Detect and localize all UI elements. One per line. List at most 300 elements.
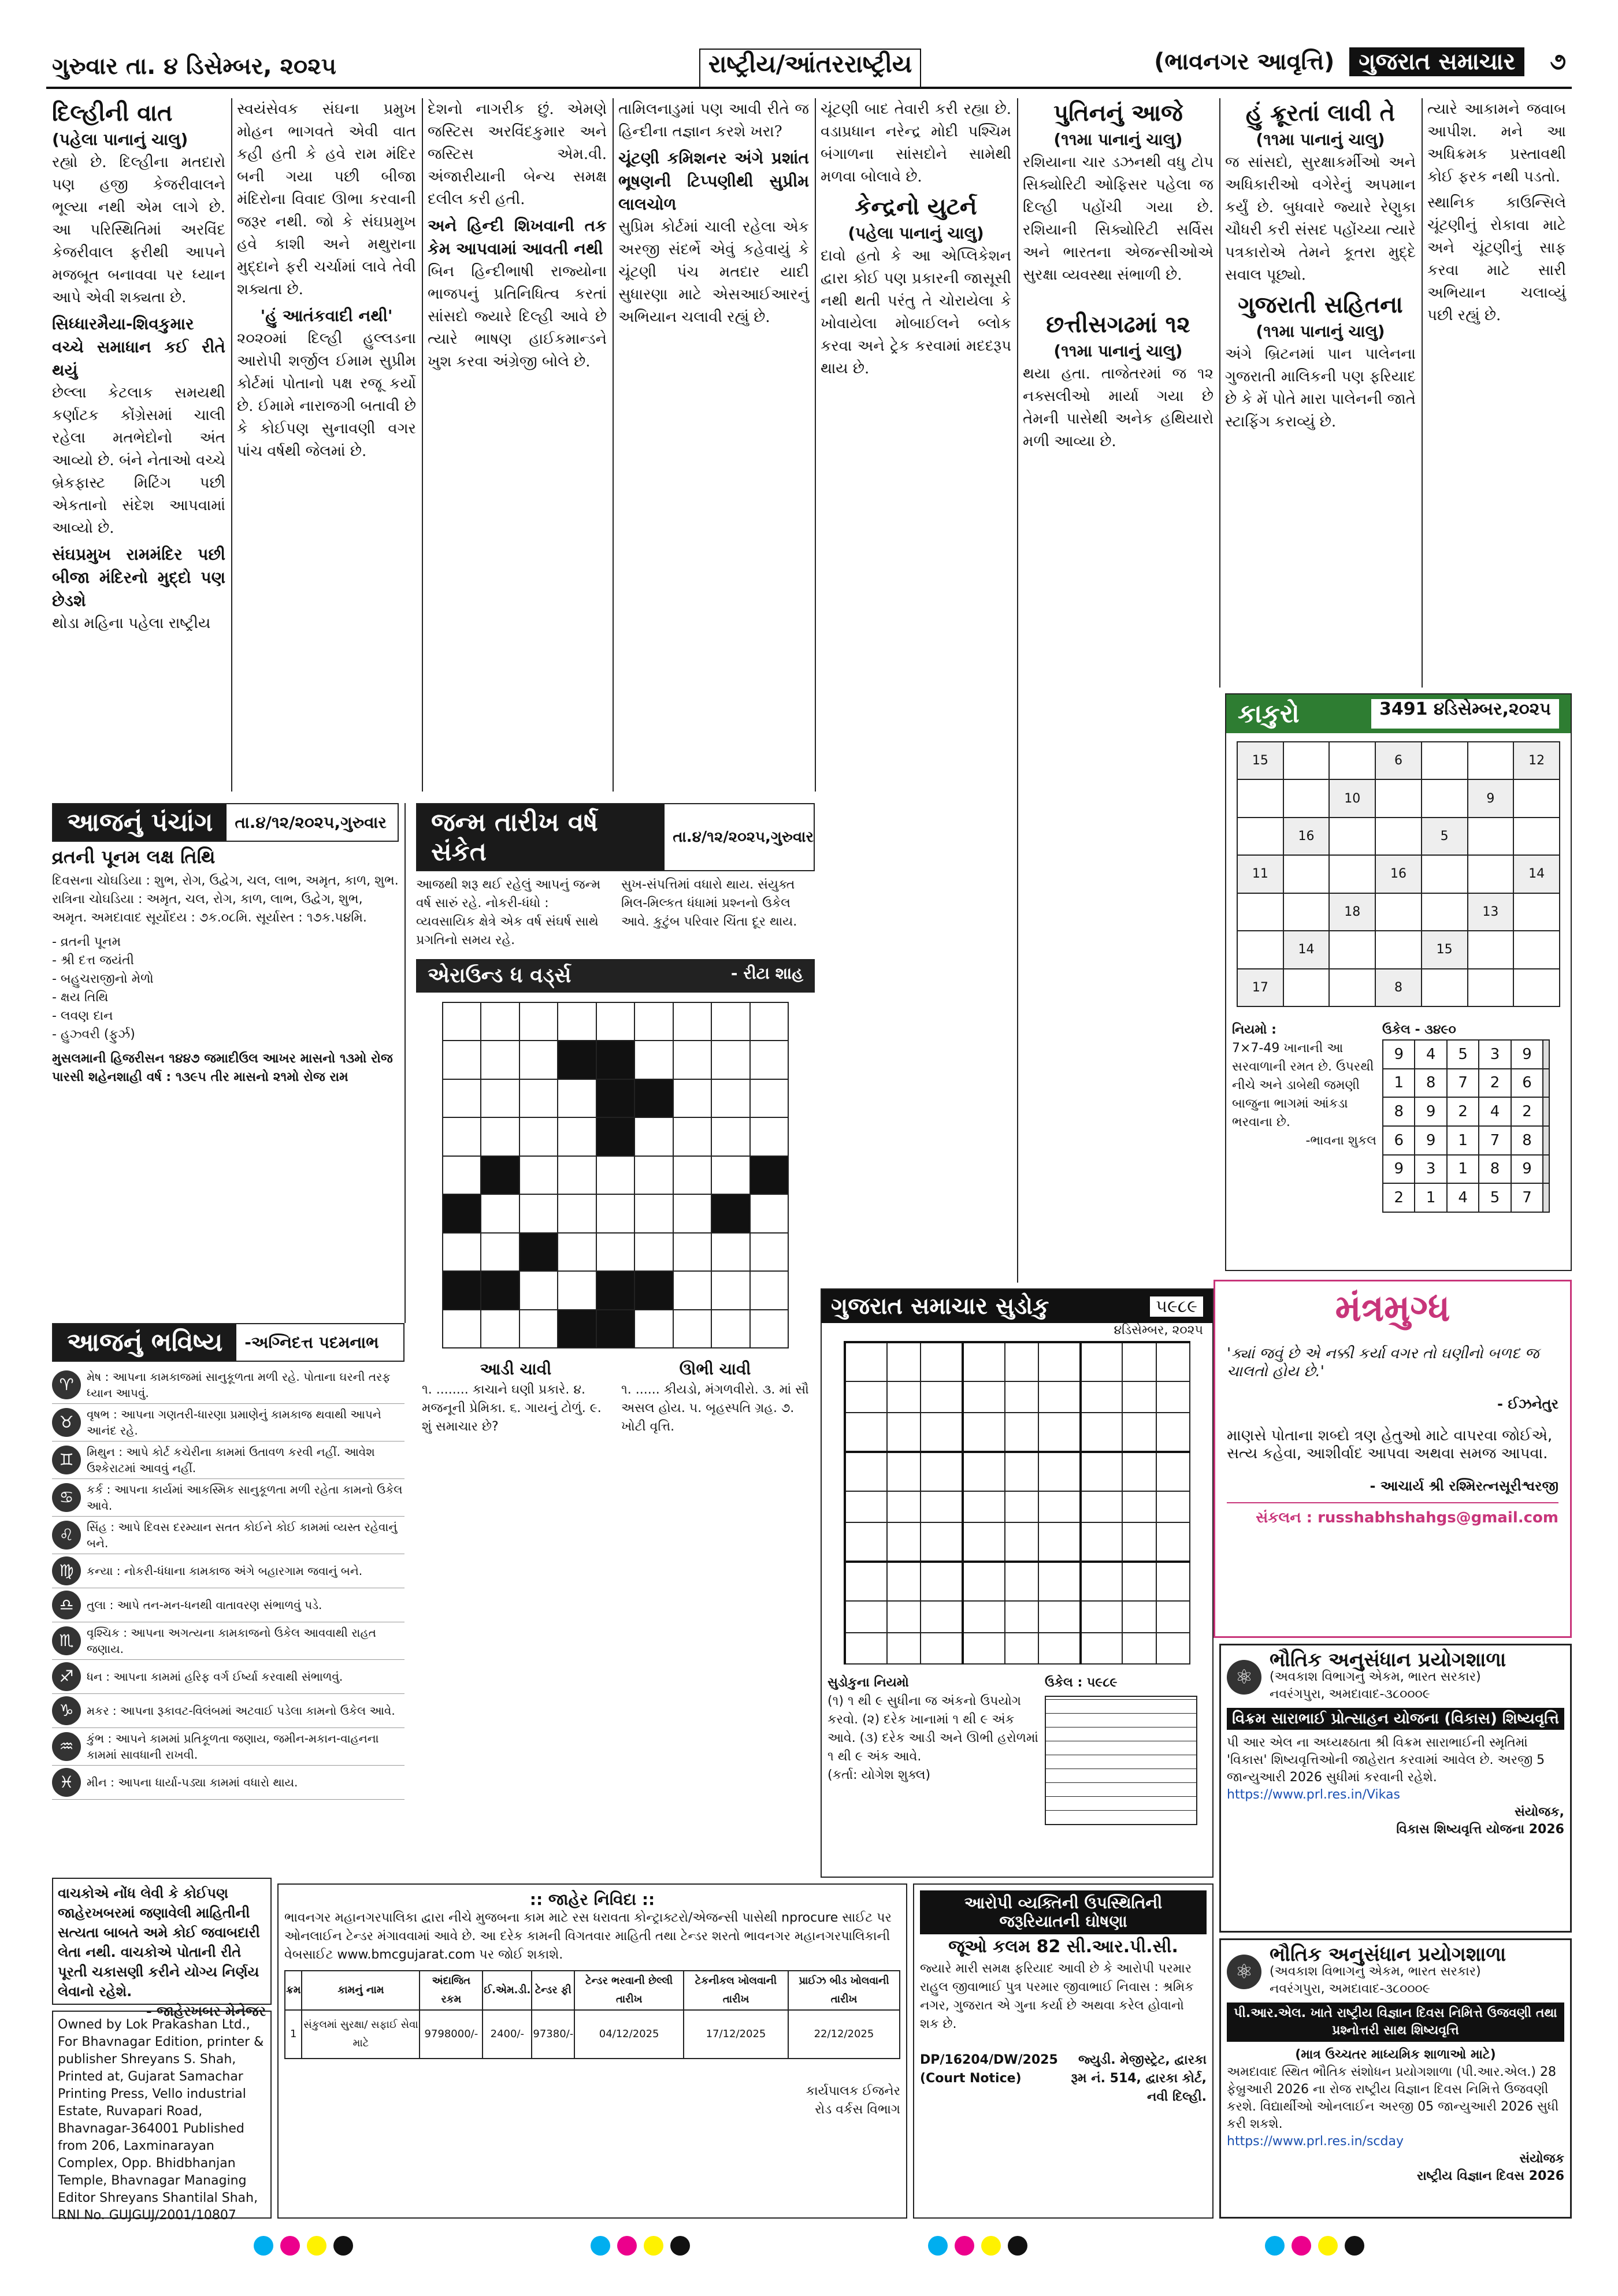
sudoku-cell[interactable]: [963, 1522, 1005, 1562]
sudoku-cell[interactable]: [1005, 1562, 1038, 1601]
crossword-cell[interactable]: [481, 1156, 519, 1194]
crossword-cell[interactable]: [673, 1079, 711, 1117]
horoscope-item: [52, 1404, 404, 1441]
kakuro-solution-cell: 6: [1383, 1126, 1415, 1155]
crossword-cell[interactable]: [481, 1233, 519, 1271]
kakuro-solution-cell: 3: [1415, 1155, 1446, 1184]
sudoku-cell[interactable]: [963, 1633, 1005, 1664]
sudoku-number: ૫૯૮૯: [1150, 1296, 1203, 1317]
sudoku-title: ગુજરાત સમાચાર સુડોકુ: [831, 1293, 1049, 1320]
crossword-author: - રીટા શાહ: [730, 964, 803, 983]
prl-ad-science-day: [1219, 1938, 1572, 2219]
crossword-cell[interactable]: [558, 1310, 596, 1348]
article-body: રહ્યો છે. દિલ્હીના મતદારો પણ હજી કેજરીવાલને ભૂલ્યા નથી એમ લાગે છે. આ પરિસ્થિતિમાં અરવિંદ કેજરીવાલ ફરીથી આપને મજબૂત બનાવવા પર ધ્યાન આપે એવી શક્યતા છે.: [52, 154, 225, 306]
ad-link[interactable]: https://www.prl.res.in/Vikas: [1227, 1788, 1400, 1802]
sudoku-cell[interactable]: [963, 1452, 1005, 1491]
sudoku-cell[interactable]: [845, 1491, 887, 1522]
ad-subheadline: (માત્ર ઉચ્ચતર માધ્યમિક શાળાઓ માટે): [1295, 2048, 1496, 2062]
crossword-cell[interactable]: [711, 1117, 749, 1156]
article-headline: સિધ્ધારમૈયા-શિવકુમાર વચ્ચે સમાધાન કઈ રીતે થયું: [52, 314, 225, 380]
crossword-cell[interactable]: [558, 1156, 596, 1194]
sudoku-cell[interactable]: [845, 1413, 887, 1452]
crossword-cell[interactable]: [673, 1271, 711, 1309]
horoscope-text: કુંભ : આપને કામમાં પ્રતિકૂળતા જણાય, જમીન-મકાન-વાહનના કામમાં સાવધાની રાખવી.: [87, 1732, 379, 1762]
ad-signature: સંયોજક,: [1514, 1805, 1564, 1819]
horoscope-item: [52, 1441, 404, 1479]
ad-text: પી આર એલ ના અધ્યક્ષ્ઠાતા શ્રી વિક્રમ સારાભાઈની સ્મૃતિમાં 'વિકાસ' શિષ્યવૃત્તિઓની જાહેરાત કરવામાં આવેલ છે. અરજી 5 જાન્યુઆરી 2026 સુધીમાં કરવાની રહેશે.: [1227, 1736, 1545, 1785]
crossword-cell[interactable]: [750, 1271, 789, 1309]
sudoku-date: ૪ડિસેમ્બર, ૨૦૨૫: [1114, 1323, 1203, 1338]
crossword-cell[interactable]: [481, 1271, 519, 1309]
kakuro-cell: 16: [1375, 855, 1422, 893]
sudoku-cell[interactable]: [1005, 1633, 1038, 1664]
sudoku-cell[interactable]: [963, 1562, 1005, 1601]
kakuro-solution-cell: 5: [1447, 1040, 1479, 1069]
ad-headline: પી.આર.એલ. ખાતે રાષ્ટ્રીય વિજ્ઞાન દિવસ નિમિત્તે ઉજવણી તથા પ્રશ્નોત્તરી સાથ શિષ્યવૃત્તિ: [1227, 2003, 1564, 2042]
crossword-cell[interactable]: [634, 1271, 673, 1309]
tender-dept: રોડ વર્કસ વિભાગ: [815, 2102, 900, 2117]
crossword-cell[interactable]: [443, 1310, 481, 1348]
horoscope-text: મેષ : આપના કામકાજમાં સાનુકૂળતા મળી રહે. પોતાના ઘરની તરફ ધ્યાન આપવું.: [87, 1370, 391, 1400]
crossword-cell[interactable]: [519, 1233, 558, 1271]
kakuro-solution-cell: 7: [1511, 1183, 1543, 1212]
crossword-cell[interactable]: [443, 1117, 481, 1156]
mantra-contact-label: સંકલન :: [1256, 1509, 1313, 1526]
sudoku-solution-title: ઉકેલ : ૫૯૮૯: [1045, 1675, 1118, 1690]
sudoku-cell[interactable]: [845, 1452, 887, 1491]
kakuro-cell: 17: [1237, 969, 1283, 1006]
sudoku-cell[interactable]: [1005, 1491, 1038, 1522]
sudoku-cell[interactable]: [1081, 1562, 1123, 1601]
crossword-cell[interactable]: [634, 1194, 673, 1232]
crossword-cell[interactable]: [711, 1041, 749, 1079]
tender-header-cell: અંદાજિત રકમ: [420, 1971, 483, 2010]
crossword-cell[interactable]: [481, 1041, 519, 1079]
sudoku-cell[interactable]: [887, 1601, 921, 1632]
sudoku-cell[interactable]: [887, 1413, 921, 1452]
sudoku-cell[interactable]: [1038, 1522, 1081, 1562]
sudoku-cell[interactable]: [887, 1342, 921, 1381]
zodiac-icon: ♐: [52, 1662, 81, 1691]
sudoku-cell[interactable]: [921, 1633, 963, 1664]
panchang-box: [52, 803, 399, 1323]
article-body: રશિયાના ચાર ડઝનથી વધુ ટોપ સિક્યોરિટી ઓફિસર પહેલા જ દિલ્હી પહોંચી ગયા છે. રશિયાની સિક્યોરિટી સર્વિસ અને ભારતના એજન્સીઓએ સુરક્ષા વ્યવસ્થા સંભાળી છે.: [1023, 154, 1214, 284]
tender-cell: 04/12/2025: [574, 2010, 684, 2059]
article-body: દેશનો નાગરીક છું. એમણે જસ્ટિસ અરવિંદકુમાર અને જસ્ટિસ એમ.વી. અંજારીયાની બેન્ચ સમક્ષ દલીલ કરી હતી.: [428, 101, 607, 208]
crossword-cell[interactable]: [519, 1079, 558, 1117]
horoscope-item: [52, 1766, 404, 1800]
crossword-cell[interactable]: [443, 1002, 481, 1041]
crossword-cell[interactable]: [596, 1156, 634, 1194]
kakuro-cell: 14: [1283, 931, 1330, 968]
kakuro-cell: [1283, 855, 1330, 893]
sudoku-cell[interactable]: [921, 1342, 963, 1381]
kakuro-cell: 16: [1283, 818, 1330, 855]
sudoku-cell[interactable]: [963, 1381, 1005, 1413]
crossword-cell[interactable]: [596, 1041, 634, 1079]
kakuro-solution-cell: [1543, 1183, 1549, 1212]
kakuro-cell: [1422, 893, 1468, 931]
sudoku-cell[interactable]: [887, 1562, 921, 1601]
sudoku-cell[interactable]: [1122, 1491, 1156, 1522]
kakuro-cell: [1513, 969, 1560, 1006]
crossword-cell[interactable]: [673, 1117, 711, 1156]
zodiac-icon: ♏: [52, 1626, 81, 1655]
sudoku-cell[interactable]: [1005, 1601, 1038, 1632]
sudoku-cell[interactable]: [921, 1413, 963, 1452]
crossword-cell[interactable]: [750, 1310, 789, 1348]
crossword-cell[interactable]: [673, 1041, 711, 1079]
court-title: આરોપી વ્યક્તિની ઉપસ્થિતિની જરૂરિયાતની ઘોષણા: [920, 1890, 1207, 1934]
crossword-box: [416, 959, 815, 1872]
sudoku-cell[interactable]: [1156, 1633, 1190, 1664]
crossword-cell[interactable]: [673, 1194, 711, 1232]
sudoku-cell[interactable]: [921, 1601, 963, 1632]
sudoku-cell[interactable]: [1156, 1413, 1190, 1452]
crossword-cell[interactable]: [711, 1002, 749, 1041]
sudoku-cell[interactable]: [963, 1342, 1005, 1381]
sudoku-cell[interactable]: [845, 1601, 887, 1632]
kakuro-solution-cell: 8: [1511, 1126, 1543, 1155]
sudoku-cell[interactable]: [1122, 1633, 1156, 1664]
crossword-cell[interactable]: [711, 1194, 749, 1232]
crossword-cell[interactable]: [481, 1002, 519, 1041]
sudoku-cell[interactable]: [887, 1381, 921, 1413]
sudoku-cell[interactable]: [887, 1522, 921, 1562]
kakuro-cell: [1422, 969, 1468, 1006]
crossword-cell[interactable]: [443, 1079, 481, 1117]
sudoku-cell[interactable]: [1122, 1452, 1156, 1491]
crossword-cell[interactable]: [443, 1271, 481, 1309]
tender-table: [284, 1970, 900, 2059]
article-body: ૨૦૨૦માં દિલ્હી હુલ્લડના આરોપી શર્જીલ ઈમામ સુપ્રીમ કોર્ટમાં પોતાનો પક્ષ રજૂ કર્યો છે. ઈમામે નારાજગી બતાવી છે કે કોઈપણ સુનાવણી વગર પાંચ વર્ષથી જેલમાં છે.: [237, 330, 416, 460]
sudoku-cell[interactable]: [1156, 1381, 1190, 1413]
tender-notice: [277, 1883, 907, 2219]
prl-logo-icon: ⚛: [1227, 1660, 1261, 1695]
sudoku-cell[interactable]: [1081, 1491, 1123, 1522]
crossword-cell[interactable]: [558, 1041, 596, 1079]
mantra-contact: russhabhshahgs@gmail.com: [1318, 1509, 1558, 1526]
sudoku-cell[interactable]: [887, 1633, 921, 1664]
crossword-cell[interactable]: [750, 1002, 789, 1041]
ad-title: ભૌતિક અનુસંધાન પ્રયોગશાળા: [1270, 1648, 1506, 1671]
crossword-cell[interactable]: [443, 1156, 481, 1194]
kakuro-solution-cell: 4: [1415, 1040, 1446, 1069]
crossword-cell[interactable]: [558, 1117, 596, 1156]
kakuro-cell: [1468, 931, 1514, 968]
crossword-cell[interactable]: [750, 1079, 789, 1117]
crossword-cell[interactable]: [634, 1002, 673, 1041]
tender-signature: કાર્યપાલક ઈજનેર: [806, 2084, 900, 2098]
article-election: [618, 98, 809, 792]
crossword-cell[interactable]: [634, 1233, 673, 1271]
sudoku-cell[interactable]: [1081, 1381, 1123, 1413]
crossword-cell[interactable]: [750, 1041, 789, 1079]
crossword-cell[interactable]: [558, 1271, 596, 1309]
crossword-cell[interactable]: [673, 1233, 711, 1271]
section-title: રાષ્ટ્રીય/આંતરરાષ્ટ્રીય: [699, 49, 921, 87]
sudoku-grid: [844, 1341, 1190, 1665]
panchang-title: આજનું પંચાંગ: [53, 804, 227, 841]
sudoku-cell[interactable]: [1081, 1633, 1123, 1664]
kakuro-cell: 12: [1513, 742, 1560, 779]
crossword-cell[interactable]: [750, 1117, 789, 1156]
sudoku-cell[interactable]: [1122, 1342, 1156, 1381]
sudoku-cell[interactable]: [845, 1633, 887, 1664]
tender-header-cell: કામનું નામ: [302, 1971, 420, 2010]
down-clues: ૧. ...... કીયડો, મંગળવીરો. ૩. માં સૌ અસલ હોય. ૫. બૃહસ્પતિ ગ્રહ. ૭. ખોટી વૃત્તિ.: [621, 1383, 809, 1434]
kakuro-number: 3491: [1379, 699, 1428, 719]
sudoku-cell[interactable]: [1156, 1601, 1190, 1632]
crossword-cell[interactable]: [711, 1079, 749, 1117]
crossword-cell[interactable]: [596, 1117, 634, 1156]
crossword-cell[interactable]: [634, 1156, 673, 1194]
sudoku-cell[interactable]: [1122, 1413, 1156, 1452]
sudoku-cell[interactable]: [887, 1491, 921, 1522]
edition-label: (ભાવનગર આવૃત્તિ): [1154, 49, 1335, 75]
sudoku-cell[interactable]: [1081, 1452, 1123, 1491]
kakuro-solution-cell: 9: [1415, 1126, 1446, 1155]
sudoku-cell[interactable]: [1038, 1491, 1081, 1522]
sudoku-cell[interactable]: [1156, 1522, 1190, 1562]
crossword-cell[interactable]: [711, 1233, 749, 1271]
crossword-cell[interactable]: [750, 1233, 789, 1271]
crossword-cell[interactable]: [519, 1194, 558, 1232]
crossword-cell[interactable]: [443, 1041, 481, 1079]
crossword-cell[interactable]: [596, 1079, 634, 1117]
sudoku-rules-title: સુડોકુના નિયમો: [827, 1675, 909, 1690]
tender-cell: 17/12/2025: [684, 2010, 788, 2059]
horoscope-item: [52, 1517, 404, 1554]
crossword-cell[interactable]: [519, 1117, 558, 1156]
crossword-cell[interactable]: [634, 1041, 673, 1079]
kakuro-solution-cell: 9: [1383, 1040, 1415, 1069]
crossword-cell[interactable]: [711, 1271, 749, 1309]
court-text: જ્યારે મારી સમક્ષ ફરિયાદ આવી છે કે આરોપી પરમાર રાહુલ જીવાભાઈ પુત્ર પરમાર જીવાભાઈ નિવાસ : શ્રમિક નગર, ગુજરાત એ ગુના કર્યા છે અથવા કરેલ હોવાનો શક છે.: [920, 1961, 1194, 2031]
kakuro-cell: [1375, 893, 1422, 931]
sudoku-cell[interactable]: [1005, 1413, 1038, 1452]
sudoku-cell[interactable]: [963, 1601, 1005, 1632]
birthday-box: [416, 803, 815, 953]
court-ref-label: (Court Notice): [920, 2071, 1022, 2086]
continued-label: (૧૧મા પાનાનું ચાલુ): [1053, 341, 1183, 361]
zodiac-icon: ♎: [52, 1591, 81, 1619]
column-divider: [1219, 98, 1220, 688]
sudoku-cell[interactable]: [1038, 1633, 1081, 1664]
brand-logo: ગુજરાત સમાચાર: [1349, 47, 1524, 76]
crossword-cell[interactable]: [711, 1310, 749, 1348]
mantramugdh-box: [1214, 1280, 1572, 1638]
kakuro-solution-cell: 5: [1479, 1183, 1511, 1212]
crossword-cell[interactable]: [558, 1002, 596, 1041]
kakuro-cell: [1283, 969, 1330, 1006]
article-body: તામિલનાડુમાં પણ આવી રીતે જ હિન્દીના તજ્ઞાન કરશે ખરા?: [618, 101, 809, 140]
kakuro-cell: [1329, 969, 1375, 1006]
horoscope-item: [52, 1728, 404, 1766]
sudoku-cell[interactable]: [921, 1522, 963, 1562]
article-headline: 'હું આતંકવાદી નથી': [260, 306, 393, 325]
sudoku-cell[interactable]: [1038, 1413, 1081, 1452]
birthday-text: સુખ-સંપત્તિમાં વધારો થાય. સંયુક્ત મિલ-મિલ્કત ધંધામાં પ્રશ્નનો ઉકેલ આવે. કુટુંબ પરિવાર ચિંતા દૂર થાય.: [621, 878, 797, 929]
crossword-cell[interactable]: [481, 1117, 519, 1156]
sudoku-cell[interactable]: [1081, 1601, 1123, 1632]
continued-label: (પહેલા પાનાનું ચાલુ): [848, 224, 984, 243]
crossword-cell[interactable]: [519, 1041, 558, 1079]
sudoku-cell[interactable]: [1156, 1452, 1190, 1491]
sudoku-cell[interactable]: [845, 1381, 887, 1413]
sudoku-cell[interactable]: [921, 1562, 963, 1601]
sudoku-cell[interactable]: [1005, 1381, 1038, 1413]
kakuro-cell: [1237, 779, 1283, 817]
kakuro-solution-cell: 1: [1447, 1126, 1479, 1155]
mantra-author: - આચાર્ય શ્રી રશ્મિરત્નસૂરીશ્વરજી: [1370, 1478, 1558, 1494]
crossword-cell[interactable]: [481, 1194, 519, 1232]
tender-cell: 9798000/-: [420, 2010, 483, 2059]
sudoku-cell[interactable]: [1005, 1342, 1038, 1381]
sudoku-cell[interactable]: [845, 1342, 887, 1381]
sudoku-cell[interactable]: [1122, 1562, 1156, 1601]
sudoku-cell[interactable]: [1122, 1522, 1156, 1562]
panchang-heading: વ્રતની પૂનમ લક્ષ તિથિ: [52, 846, 216, 868]
kakuro-cell: [1329, 931, 1375, 968]
article-body: જ સાંસદો, સુરક્ષાકર્મીઓ અને અધિકારીઓ વગેરેનું અપમાન કર્યું છે. બુધવારે જ્યારે રેણુકા ચૌધરી કરી સંસદ પહોંચ્યા ત્યારે પત્રકારોએ તેમને કૂતરા મુદ્દે સવાલ પૂછ્યો.: [1225, 154, 1416, 284]
kakuro-solution-cell: 9: [1511, 1040, 1543, 1069]
sudoku-cell[interactable]: [845, 1562, 887, 1601]
mantra-quote: 'ક્યાં જવું છે એ નક્કી કર્યા વગર તો ઘણીનો બળદ જ ચાલતો હોય છે.': [1227, 1345, 1539, 1380]
sudoku-cell[interactable]: [1005, 1452, 1038, 1491]
kakuro-solution-cell: 4: [1479, 1097, 1511, 1126]
ad-link[interactable]: https://www.prl.res.in/scday: [1227, 2134, 1404, 2149]
kakuro-solution-cell: [1543, 1069, 1549, 1098]
crossword-cell[interactable]: [673, 1156, 711, 1194]
sudoku-cell[interactable]: [1081, 1522, 1123, 1562]
kakuro-cell: [1375, 779, 1422, 817]
horoscope-author: -અગ્નિદત્ત પદમનાભ: [244, 1332, 379, 1352]
crossword-cell[interactable]: [443, 1194, 481, 1232]
crossword-cell[interactable]: [596, 1233, 634, 1271]
horoscope-item: [52, 1660, 404, 1694]
kakuro-cell: 15: [1422, 931, 1468, 968]
crossword-cell[interactable]: [558, 1194, 596, 1232]
crossword-cell[interactable]: [481, 1079, 519, 1117]
kakuro-solution-grid: [1382, 1039, 1550, 1213]
horoscope-item: [52, 1588, 404, 1622]
sudoku-cell[interactable]: [1038, 1381, 1081, 1413]
sudoku-cell[interactable]: [1122, 1601, 1156, 1632]
court-judge: જ્યુડી. મેજીસ્ટ્રેટ, દ્વારકા: [1078, 2053, 1207, 2067]
crossword-cell[interactable]: [596, 1002, 634, 1041]
kakuro-cell: 18: [1329, 893, 1375, 931]
sudoku-cell[interactable]: [963, 1491, 1005, 1522]
crossword-cell[interactable]: [519, 1310, 558, 1348]
zodiac-icon: ♓: [52, 1768, 81, 1797]
imprint-text: Owned by Lok Prakashan Ltd., For Bhavnagar Edition, printer & publisher Shreyans S. Shah, Printed at, Gujarat Samachar Printing Press, Vello industrial Estate, Ruvapari Road, Bhavnagar-364001 Published from 206, Laxminarayan Complex, Opp. Bhidbhanjan Temple, Bhavnagar Managing Editor Shreyans Shantilal Shah, RNI No. GUJGUJ/2001/10807: [58, 2018, 264, 2223]
sudoku-cell[interactable]: [921, 1381, 963, 1413]
sudoku-cell[interactable]: [1038, 1562, 1081, 1601]
article-renuka: [1225, 98, 1416, 688]
horoscope-item: [52, 1366, 404, 1404]
crossword-cell[interactable]: [750, 1194, 789, 1232]
sudoku-cell[interactable]: [1038, 1452, 1081, 1491]
kakuro-cell: 5: [1422, 818, 1468, 855]
crossword-cell[interactable]: [596, 1194, 634, 1232]
across-clues: ૧. ........ કાચાને ઘણી પ્રકારે. ૪. મજનૂની પ્રેમિકા. ૬. ગાયનું ટોળું. ૯. શું સમાચાર છે?: [422, 1383, 602, 1434]
kakuro-cell: [1237, 818, 1283, 855]
article-headline: છત્તીસગઢમાં ૧૨: [1046, 311, 1190, 338]
page-number: ૭: [1550, 49, 1566, 75]
sudoku-cell[interactable]: [887, 1452, 921, 1491]
crossword-cell[interactable]: [750, 1156, 789, 1194]
horoscope-text: મકર : આપના રૂકાવટ-વિલંબમાં અટવાઈ પડેલા કામનો ઉકેલ આવે.: [87, 1704, 395, 1718]
kakuro-cell: [1283, 893, 1330, 931]
sudoku-cell[interactable]: [1156, 1562, 1190, 1601]
crossword-cell[interactable]: [596, 1271, 634, 1309]
article-body: દાવો હતો કે આ એપ્લિકેશન દ્વારા કોઈ પણ પ્રકારની જાસૂસી નથી થતી પરંતુ તે ચોરાયેલા કે ખોવાયેલા મોબાઈલને બ્લોક કરવા અને ટ્રેક કરવામાં મદદરૂપ થાય છે.: [821, 247, 1011, 377]
kakuro-cell: [1468, 818, 1514, 855]
crossword-cell[interactable]: [634, 1079, 673, 1117]
kakuro-cell: [1329, 855, 1375, 893]
crossword-cell[interactable]: [558, 1233, 596, 1271]
sudoku-cell[interactable]: [845, 1522, 887, 1562]
panchang-item: - ક્ષય તિથિ: [52, 990, 109, 1005]
article-sangh: [237, 98, 416, 792]
crossword-cell[interactable]: [481, 1310, 519, 1348]
kakuro-rules-title: નિયમો :: [1232, 1023, 1276, 1037]
sudoku-cell[interactable]: [1038, 1601, 1081, 1632]
crossword-cell[interactable]: [558, 1079, 596, 1117]
sudoku-cell[interactable]: [1081, 1413, 1123, 1452]
court-section: જૂઓ કલમ 82 સી.આર.પી.સી.: [948, 1937, 1178, 1957]
sudoku-cell[interactable]: [1156, 1342, 1190, 1381]
sudoku-cell[interactable]: [1122, 1381, 1156, 1413]
prl-ad-vikas: [1219, 1644, 1572, 1933]
crossword-cell[interactable]: [673, 1310, 711, 1348]
kakuro-cell: 6: [1375, 742, 1422, 779]
article-headline: સંઘપ્રમુખ રામમંદિર પછી બીજા મંદિરનો મુદ્દો પણ છેડશે: [52, 545, 225, 610]
crossword-cell[interactable]: [711, 1156, 749, 1194]
sudoku-cell[interactable]: [1005, 1522, 1038, 1562]
crossword-cell[interactable]: [634, 1117, 673, 1156]
article-headline: હું ક્રૂરતાં લાવી તે: [1245, 100, 1396, 127]
sudoku-cell[interactable]: [921, 1452, 963, 1491]
crossword-cell[interactable]: [673, 1002, 711, 1041]
sudoku-cell[interactable]: [921, 1491, 963, 1522]
article-body: થયા હતા. તાજેતરમાં જ ૧૨ નક્સલીઓ માર્યા ગયા છે તેમની પાસેથી અનેક હથિયારો મળી આવ્યા છે.: [1023, 365, 1214, 450]
column-divider: [422, 98, 423, 792]
crossword-cell[interactable]: [519, 1271, 558, 1309]
kakuro-solution-cell: 1: [1415, 1183, 1446, 1212]
article-headline: ગુજરાતી સહિતના: [1238, 292, 1403, 318]
tender-header-cell: ટેન્ડર ભરવાની છેલ્લી તારીખ: [574, 1971, 684, 2010]
kakuro-solution-cell: 2: [1479, 1069, 1511, 1098]
kakuro-cell: [1513, 818, 1560, 855]
kakuro-cell: [1283, 742, 1330, 779]
across-title: આડી ચાવી: [480, 1359, 552, 1379]
crossword-cell[interactable]: [519, 1156, 558, 1194]
column-divider: [1422, 98, 1423, 688]
crossword-cell[interactable]: [519, 1002, 558, 1041]
crossword-cell[interactable]: [634, 1310, 673, 1348]
sudoku-cell[interactable]: [963, 1413, 1005, 1452]
sudoku-cell[interactable]: [1038, 1342, 1081, 1381]
sudoku-cell[interactable]: [1081, 1342, 1123, 1381]
horoscope-item: [52, 1479, 404, 1517]
crossword-cell[interactable]: [443, 1233, 481, 1271]
kakuro-cell: 10: [1329, 779, 1375, 817]
sudoku-cell[interactable]: [1156, 1491, 1190, 1522]
birthday-date: તા.૪/૧૨/૨૦૨૫,ગુરુવાર: [673, 828, 814, 846]
crossword-cell[interactable]: [596, 1310, 634, 1348]
